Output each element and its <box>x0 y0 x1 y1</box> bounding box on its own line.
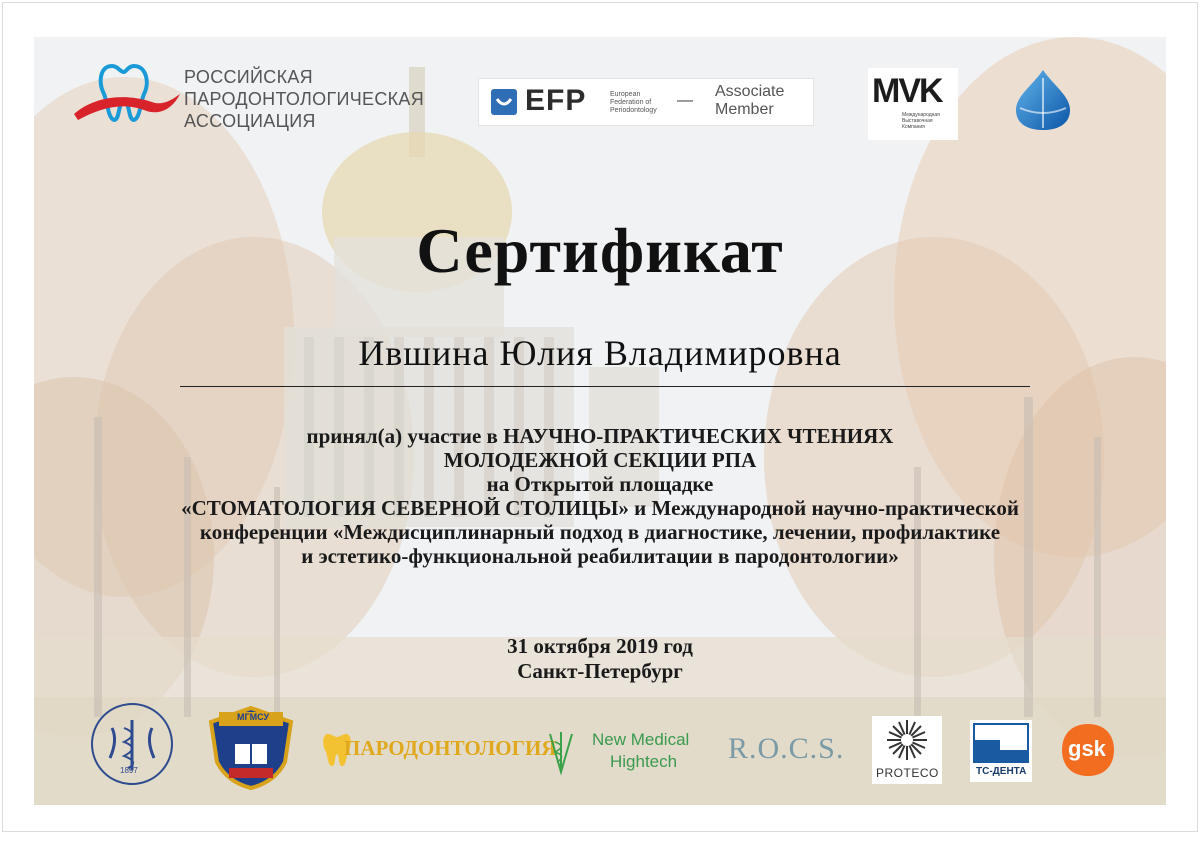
name-underline <box>180 386 1030 387</box>
efp-mark-icon <box>491 89 517 115</box>
body-line-3: на Открытой площадке <box>486 472 714 496</box>
efp-dash: — <box>677 92 693 109</box>
recipient-name: Ившина Юлия Владимировна <box>358 333 842 373</box>
new-medical-line-1: New Medical <box>592 730 690 749</box>
mgmsu-text: МГМСУ <box>237 712 270 722</box>
certificate-title: Сертификат <box>416 215 784 286</box>
gsk-logo <box>1060 722 1116 778</box>
background-photo <box>34 37 1166 805</box>
new-medical-line-2: Hightech <box>610 752 678 771</box>
blue-drop-icon <box>1012 68 1074 132</box>
certificate-city: Санкт-Петербург <box>517 659 683 683</box>
tooth-swoosh-icon <box>72 58 182 138</box>
proteco-text: PROTECO <box>876 766 939 780</box>
proteco-starburst-icon <box>872 716 942 766</box>
tc-denta-logo <box>970 720 1032 782</box>
medicina-logo <box>88 700 176 788</box>
rpa-logo <box>72 58 452 138</box>
rpa-line-2: ПАРОДОНТОЛОГИЧЕСКАЯ <box>184 89 425 109</box>
rocs-text: R.O.C.S. <box>728 732 845 765</box>
tc-denta-text: TC-ДЕНТА <box>976 766 1027 777</box>
body-line-6: и эстетико-функциональной реабилитации в пародонтологии» <box>301 544 899 568</box>
medicina-year: 1897 <box>120 766 138 775</box>
proteco-logo <box>872 716 942 784</box>
mvk-subtitle: Международная Выставочная Компания <box>902 112 940 130</box>
parodontologiya-logo <box>322 728 557 772</box>
mvk-logo <box>868 68 958 140</box>
mgmsu-logo <box>205 704 297 790</box>
efp-associate-line-2: Member <box>715 101 774 118</box>
caduceus-icon <box>548 728 574 776</box>
parodontologiya-text: ПАРОДОНТОЛОГИЯ <box>344 736 557 760</box>
body-line-5: конференции «Междисциплинарный подход в диагностике, лечении, профилактике <box>199 520 1001 544</box>
body-line-2: МОЛОДЕЖНОЙ СЕКЦИИ РПА <box>443 448 757 472</box>
body-line-1: принял(а) участие в НАУЧНО-ПРАКТИЧЕСКИХ ЧТЕНИЯХ <box>306 424 894 448</box>
new-medical-hightech-logo <box>548 728 708 778</box>
blue-drop-logo <box>1012 68 1074 132</box>
body-line-4: «СТОМАТОЛОГИЯ СЕВЕРНОЙ СТОЛИЦЫ» и Международной научно-практической <box>181 496 1019 520</box>
date-block <box>0 634 1200 684</box>
tc-denta-mark-icon <box>970 720 1032 766</box>
efp-logo <box>478 78 814 126</box>
rpa-line-3: АССОЦИАЦИЯ <box>184 111 316 131</box>
certificate-body <box>0 424 1200 568</box>
efp-associate-line-1: Associate <box>715 83 785 100</box>
rpa-line-1: РОССИЙСКАЯ <box>184 67 313 87</box>
rocs-logo <box>728 730 852 770</box>
efp-wordmark: EFP <box>525 84 587 117</box>
gsk-text: gsk <box>1068 736 1106 761</box>
certificate-date: 31 октября 2019 год <box>507 634 693 658</box>
efp-associate-member <box>715 83 784 119</box>
efp-subtitle: European Federation of Periodontology <box>610 91 657 114</box>
mvk-wordmark: MVK <box>872 72 942 110</box>
